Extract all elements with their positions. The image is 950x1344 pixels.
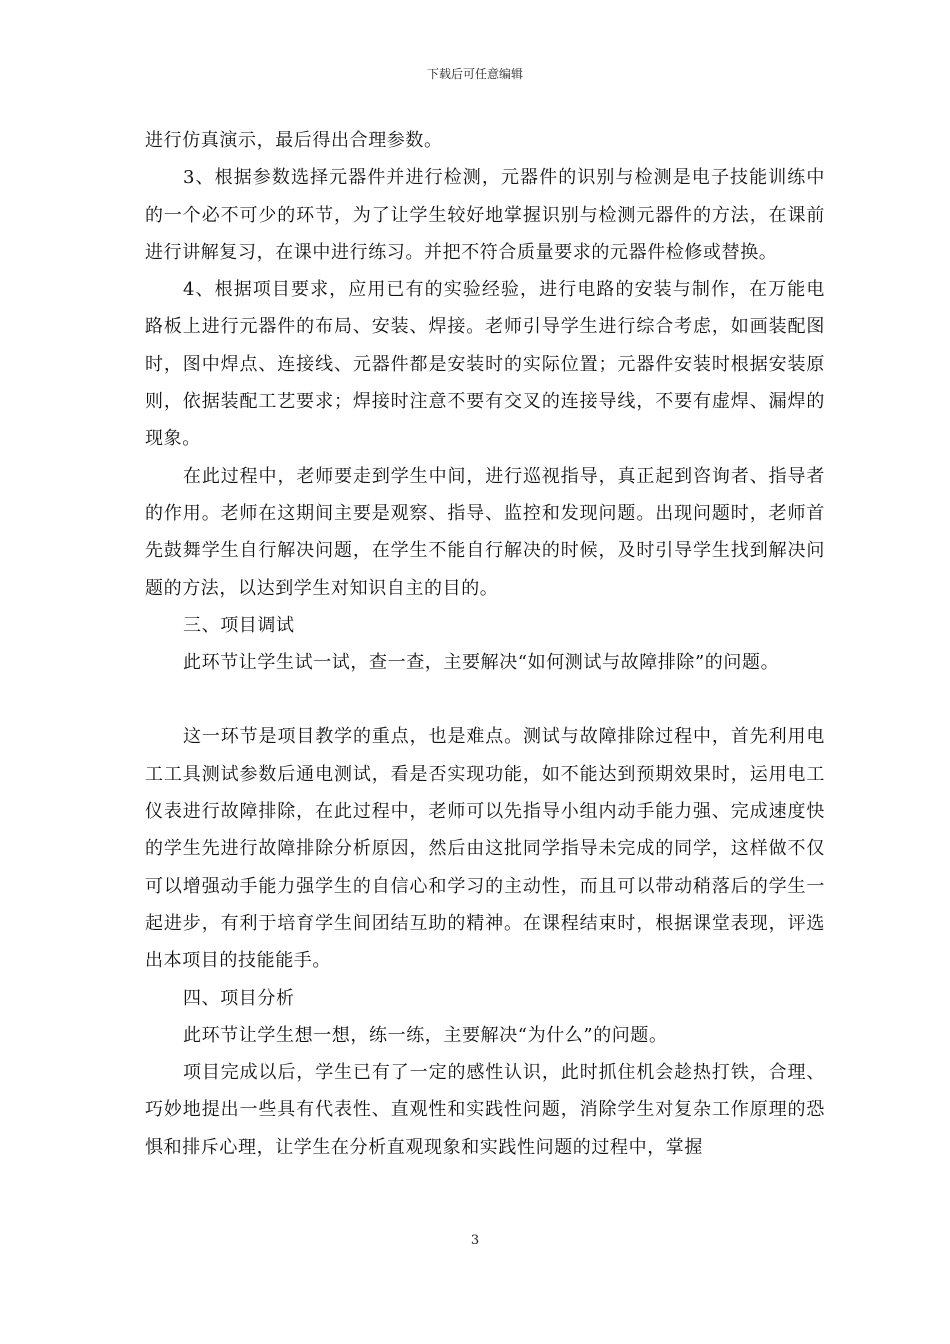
paragraph-spacer (145, 681, 825, 718)
paragraph-continuation: 进行仿真演示，最后得出合理参数。 (145, 130, 443, 151)
paragraph-debugging-detail: 这一环节是项目教学的重点，也是难点。测试与故障排除过程中，首先利用电工工具测试参数后通电测试，看是否实现功能，如不能达到预期效果时，运用电工仪表进行故障排除，在此过程中，老师可以先指导小组内动手能力强、完成速度快的学生先进行故障排除分析原因，然后由这批同学指导未完成的同学，这样做不仅可以增强动手能力强学生的自信心和学习的主动性，而且可以带动稍落后的学生一起进步，有利于培育学生间团结互助的精神。在课程结束时，根据课堂表现，评选出本项目的技能能手。 (145, 726, 825, 972)
section-heading-analysis: 四、项目分析 (183, 987, 295, 1009)
paragraph-analysis-detail: 项目完成以后，学生已有了一定的感性认识，此时抓住机会趁热打铁，合理、巧妙地提出一些具有代表性、直观性和实践性问题，消除学生对复杂工作原理的恐惧和排斥心理，让学生在分析直观现象和实践性问题的过程中，掌握 (145, 1062, 825, 1158)
page-header (0, 66, 950, 82)
paragraph-debugging-intro: 此环节让学生试一试，查一查，主要解决“如何测试与故障排除”的问题。 (183, 652, 780, 674)
page-number: 3 (470, 1233, 480, 1248)
header-note: 下载后可任意编辑 (426, 67, 523, 81)
document-body (145, 122, 825, 1166)
paragraph-analysis-intro: 此环节让学生想一想，练一练，主要解决“为什么”的问题。 (183, 1024, 668, 1046)
page-footer (0, 1233, 950, 1249)
paragraph-step-3: 3、根据参数选择元器件并进行检测，元器件的识别与检测是电子技能训练中的一个必不可少的环节，为了让学生较好地掌握识别与检测元器件的方法，在课前进行讲解复习，在课中进行练习。并把不符合质量要求的元器件检修或替换。 (145, 167, 825, 263)
paragraph-step-4: 4、根据项目要求，应用已有的实验经验，进行电路的安装与制作，在万能电路板上进行元器件的布局、安装、焊接。老师引导学生进行综合考虑，如画装配图时，图中焊点、连接线、元器件都是安装时的实际位置；元器件安装时根据安装原则，依据装配工艺要求；焊接时注意不要有交叉的连接导线，不要有虚焊、漏焊的现象。 (145, 279, 825, 450)
section-heading-debugging: 三、项目调试 (183, 614, 295, 636)
paragraph-teacher-role: 在此过程中，老师要走到学生中间，进行巡视指导，真正起到咨询者、指导者的作用。老师在这期间主要是观察、指导、监控和发现问题。出现问题时，老师首先鼓舞学生自行解决问题，在学生不能自行解决的时候，及时引导学生找到解决问题的方法，以达到学生对知识自主的目的。 (145, 465, 825, 599)
